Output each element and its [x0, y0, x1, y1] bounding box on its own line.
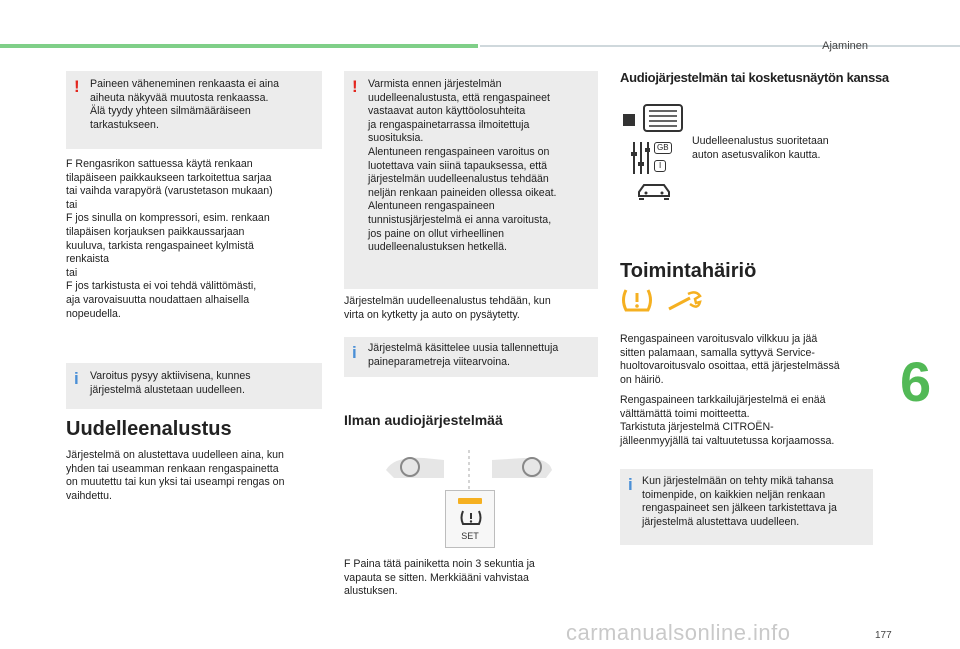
watermark: carmanualsonline.info: [566, 620, 791, 645]
language-badge-i: I: [654, 160, 666, 172]
set-button[interactable]: [445, 490, 495, 548]
language-badge-gb: GB: [654, 142, 672, 154]
dashboard-illustration: [384, 450, 554, 490]
info-icon: i: [352, 343, 357, 362]
heading-reset: Uudelleenalustus: [66, 418, 232, 440]
set-label: SET: [461, 531, 479, 541]
info-text: Järjestelmä käsittelee uusia tallennettuja paineparametreja viitearvoina.: [368, 342, 559, 368]
section-title: Ajaminen: [822, 40, 868, 52]
set-instruction: F Paina tätä painiketta noin 3 sekuntia ja vapauta se sitten. Merkkiääni vahvistaa alustuksen.: [344, 558, 535, 598]
info-icon: i: [628, 475, 633, 494]
service-wrench-icon: [666, 290, 704, 312]
malfunction-text-1: Rengaspaineen varoitusvalo vilkkuu ja jää sitten palamaan, samalla syttyvä Service- huoltovaroitusvalo osoittaa, että järjestelmässä on häiriö.: [620, 333, 840, 386]
tpms-icon: [459, 508, 483, 528]
info-box: [344, 337, 598, 377]
warning-box: [66, 71, 322, 149]
heading-with-audio: Audiojärjestelmän tai kosketusnäytön kanssa: [620, 70, 889, 85]
info-text: Kun järjestelmään on tehty mikä tahansa toimenpide, on kaikkien neljän renkaan rengaspaineet sen jälkeen tarkistettava ja järjestelmä alustettava uudelleen.: [642, 475, 837, 528]
chapter-number: 6: [900, 350, 932, 413]
touchscreen-icon: [622, 104, 684, 134]
reset-body: Järjestelmä on alustettava uudelleen aina, kun yhden tai useamman renkaan rengaspainetta on muutettu tai kun yksi tai useampi rengas on vaihdettu.: [66, 449, 285, 502]
malfunction-text-2: Rengaspaineen tarkkailujärjestelmä ei enää välttämättä toimi moitteetta. Tarkistuta järjestelmä CITROËN- jälleenmyyjällä tai valtuutetussa korjaamossa.: [620, 394, 835, 447]
warning-text: Varmista ennen järjestelmän uudelleenalustusta, että rengaspaineet vastaavat auton käyttöolosuhteita ja rengaspainetarrassa ilmoitettuja suosituksia. Alentuneen rengaspaineen varoitus on luotettava vain siinä tapauksessa, että järjestelmän uudelleenalustus tehdään neljän renkaan paineiden ollessa oikeat. Alentuneen rengaspaineen tunnistusjärjestelmä ei anna varoitusta, jos paine on ollut virheellinen uudelleenalustuksen hetkellä.: [368, 78, 557, 254]
info-icon: i: [74, 369, 79, 388]
warning-text: Paineen väheneminen renkaasta ei aina aiheuta näkyvää muutosta renkaassa. Älä tyydy yhteen silmämääräiseen tarkastukseen.: [90, 78, 280, 131]
repair-steps: F Rengasrikon sattuessa käytä renkaan tilapäiseen paikkaukseen tarkoitettua sarjaa tai vaihda varapyörä (varustetason mukaan) tai F jos sinulla on kompressori, esim. renkaan tilapäisen korjauksen paikkaussarjaan kuuluva, tarkista rengaspaineet kylmistä renkaista tai F jos tarkistusta ei voi tehdä välittömästi, aja varovaisuutta noudattaen alhaisella nopeudella.: [66, 158, 273, 320]
heading-no-audio: Ilman audiojärjestelmää: [344, 412, 503, 428]
info-box: [66, 363, 322, 409]
warning-icon: !: [352, 77, 358, 96]
touchscreen-text: Uudelleenalustus suoritetaan auton asetusvalikon kautta.: [692, 135, 829, 161]
settings-sliders-icon: [630, 140, 674, 176]
reset-conditions: Järjestelmän uudelleenalustus tehdään, kun virta on kytketty ja auto on pysäytetty.: [344, 295, 551, 321]
warning-icon: !: [74, 77, 80, 96]
heading-malfunction: Toimintahäiriö: [620, 260, 757, 282]
car-icon: [636, 180, 672, 204]
indicator-led: [458, 498, 482, 504]
info-text: Varoitus pysyy aktiivisena, kunnes järjestelmä alustetaan uudelleen.: [90, 370, 251, 396]
header-accent-bar: [0, 44, 478, 48]
warning-box: [344, 71, 598, 289]
header-rule: [480, 45, 960, 47]
info-box: [620, 469, 873, 545]
tpms-warning-icon: [620, 286, 654, 314]
page-number: 177: [875, 630, 892, 641]
